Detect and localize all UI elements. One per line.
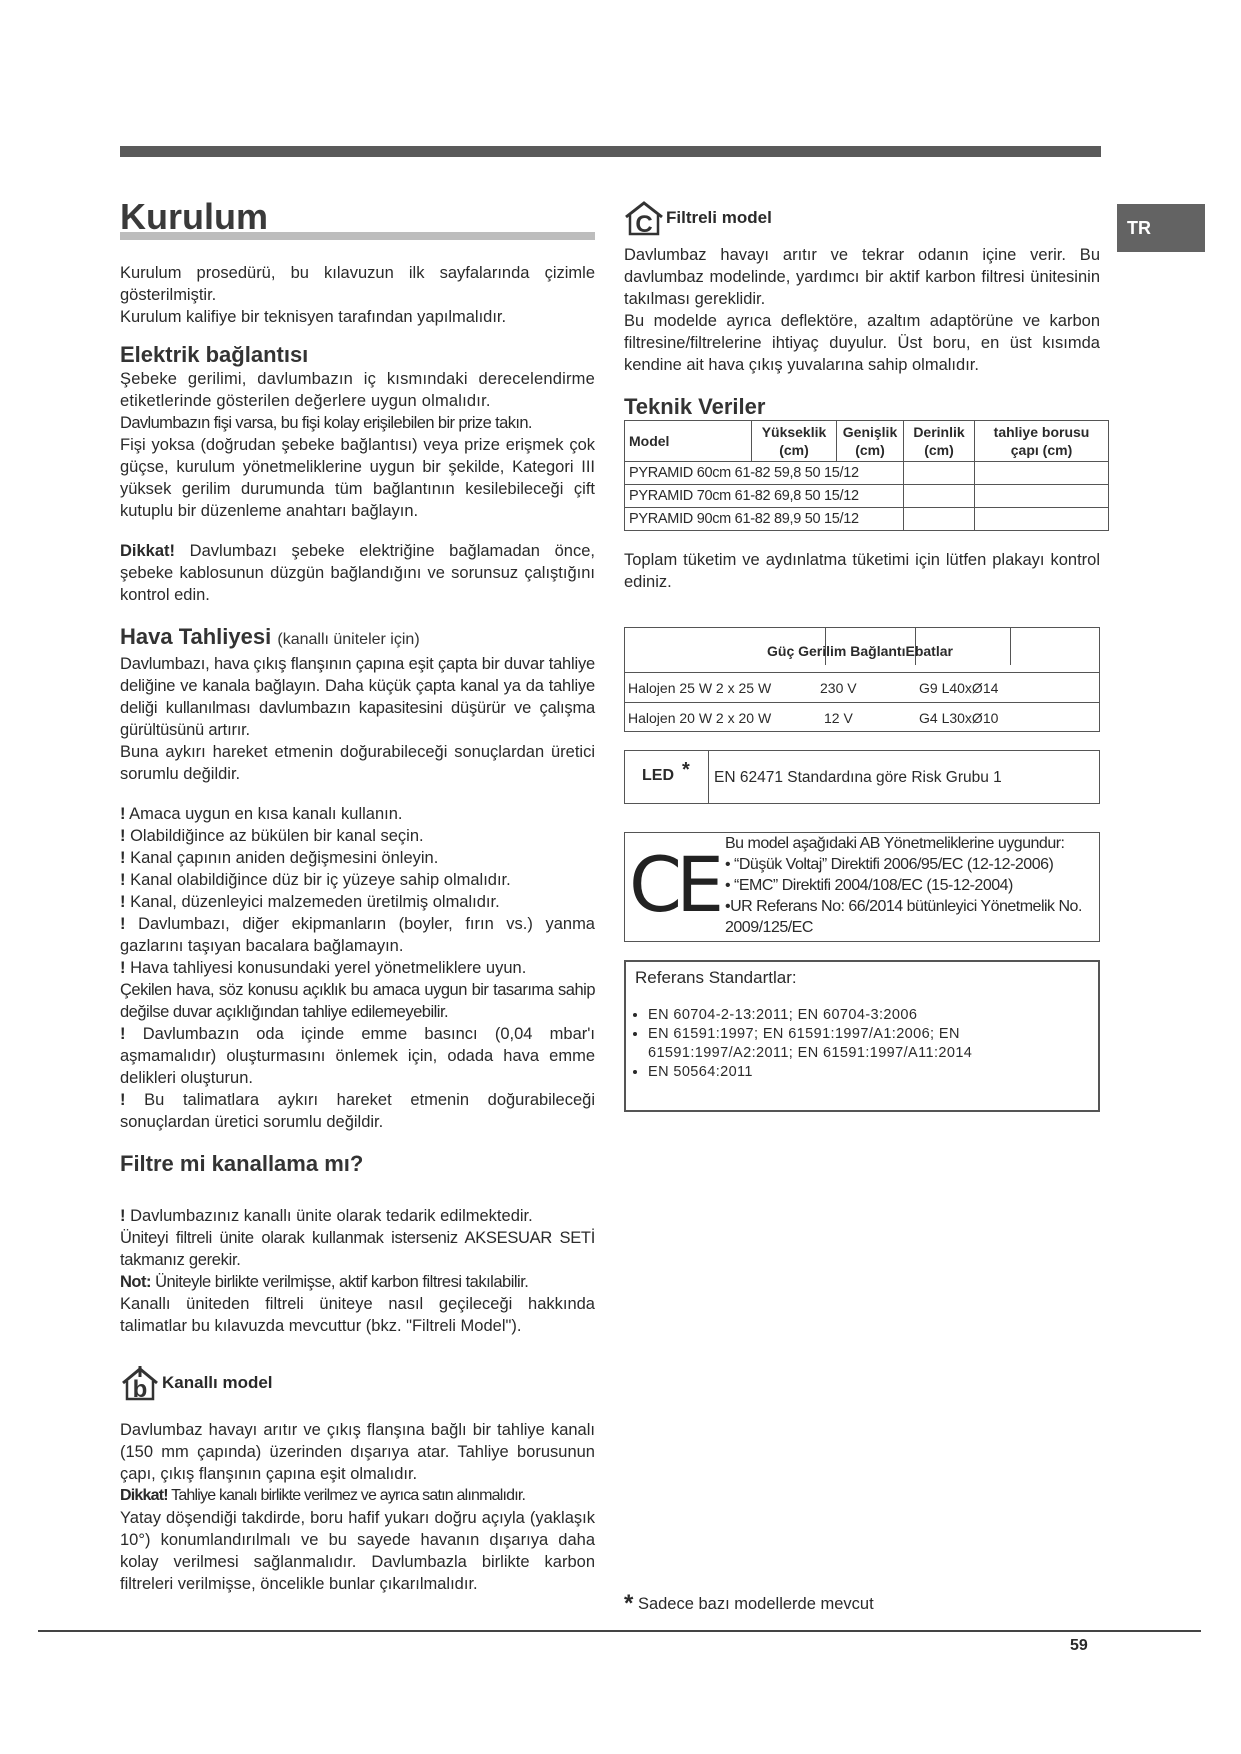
list-item: • EN 50564:2011 [648,1063,1096,1082]
exclamation-icon: ! [120,915,126,933]
air-warning-9 [120,1089,595,1133]
air-warning-5 [120,891,595,913]
air-paragraph-2: Buna aykırı hareket etmenin doğurabileceği sonuçlardan üretici sorumlu değildir. [120,743,595,783]
power-cell: 12 V [824,710,853,726]
led-star: * [682,759,690,781]
filter-text: Davlumbazınız kanallı ünite olarak tedarik edilmektedir. [125,1207,533,1225]
air-warning-3 [120,847,595,869]
air-warning-text: Davlumbazı, diğer ekipmanların (boyler, fırın vs.) yanma gazlarını taşıyan bacalara bağlamayın. [120,915,595,955]
filter-note [120,1271,595,1293]
language-tab: TR [1117,204,1205,252]
tech-col-pipe: tahliye borusu çapı (cm) [975,421,1109,462]
filtered-model-heading [624,200,1100,236]
ducted-paragraph-1: Davlumbaz havayı arıtır ve çıkış flanşına bağlı bir tahliye kanalı (150 mm çapında) üzerinden dışarıya atar. Tahliye borusunun çapı, çıkış flanşının çapına eşit olmalıdır. [120,1421,595,1483]
warning-paragraph [120,540,595,606]
ducted-warning-text: Tahliye kanalı birlikte verilmez ve ayrıca satın alınmalıdır. [167,1487,526,1504]
electric-paragraph-2: Davlumbazın fişi varsa, bu fişi kolay erişilebilen bir prize takın. [120,414,532,432]
air-warning-text: Kanal, düzenleyici malzemeden üretilmiş olmalıdır. [125,893,500,911]
table-row [625,485,1109,508]
tech-table-header [625,421,1109,462]
list-item: • EN 60704-2-13:2011; EN 60704-3:2006 [648,1006,1096,1025]
filter-paragraph-1 [120,1205,595,1227]
ducted-warning-label: Dikkat! [120,1487,168,1504]
filtered-house-icon [624,200,664,236]
power-cell: G4 L30xØ10 [919,710,999,726]
exclamation-icon: ! [120,849,126,867]
led-divider [708,751,709,803]
intro-text-2: Kurulum kalifiye bir teknisyen tarafından yapılmalıdır. [120,308,507,326]
tech-heading: Teknik Veriler [624,394,766,419]
tech-empty-cell [904,508,975,531]
left-column [120,196,595,1595]
power-header: Güç Gerilim BağlantıEbatlar [767,643,953,659]
electric-heading: Elektrik bağlantısı [120,342,309,367]
table-row [625,462,1109,485]
exclamation-icon: ! [120,893,126,911]
filtered-icon-letter: C [635,211,653,236]
list-item: • EN 61591:1997; EN 61591:1997/A1:2006; EN 61591:1997/A2:2011; EN 61591:1997/A11:2014 [648,1025,1096,1063]
note-text: Üniteyle birlikte verilmişse, aktif karbon filtresi takılabilir. [150,1273,529,1291]
air-warning-6 [120,913,595,957]
note-label: Not: [120,1273,151,1291]
power-cell: Halojen 25 W 2 x 25 W [628,680,772,696]
air-warning-text: Kanal olabildiğince düz bir iç yüzeye sahip olmalıdır. [125,871,511,889]
footnote-star: * [624,1590,634,1617]
air-warning-text: Amaca uygun en kısa kanalı kullanın. [125,805,403,823]
power-cell: Halojen 20 W 2 x 20 W [628,710,772,726]
exclamation-icon: ! [120,959,126,977]
power-table [624,627,1100,732]
air-heading [120,624,595,653]
tech-empty-cell [975,462,1109,485]
ce-line: • “EMC” Direktifi 2004/108/EC (15-12-2004) [725,877,1013,894]
ducted-house-icon [120,1365,160,1401]
electric-paragraph-3: Fişi yoksa (doğrudan şebeke bağlantısı) veya prize erişmek çok güçse, kurulum yönetmeliklerine uygun bir şekilde, Kategori III yüksek gerilim durumunda tüm bağlantının kesilebileceği çift kutuplu bir düzenleme anahtarı bağlayın. [120,436,595,520]
air-warning-7 [120,957,595,979]
intro-text: Kurulum prosedürü, bu kılavuzun ilk sayfalarında çizimle gösterilmiştir. [120,264,595,304]
exclamation-icon: ! [120,871,126,889]
ce-line: Bu model aşağıdaki AB Yönetmeliklerine uygundur: [725,835,1065,852]
consumption-note: Toplam tüketim ve aydınlatma tüketimi için lütfen plakayı kontrol ediniz. [624,551,1100,591]
filtered-model-title: Filtreli model [666,208,772,227]
tech-row-cell: PYRAMID 90cm 61-82 89,9 50 15/12 [625,508,904,531]
power-rule [625,672,1099,673]
tech-col-model: Model [625,421,752,462]
power-rule [625,702,1099,703]
tech-table [624,420,1109,531]
footnote-text: Sadece bazı modellerde mevcut [637,1595,874,1613]
led-text: EN 62471 Standardına göre Risk Grubu 1 [714,769,1002,786]
ducted-paragraph-2: Yatay döşendiği takdirde, boru hafif yukarı doğru açıyla (yaklaşık 10°) konumlandırılmalı ve bu sayede havanın dışarıya daha kolay verilmesi sağlanmalıdır. Davlumbazla birlikte karbon filtreleri verilmişse, öncelikle bunlar çıkarılmalıdır. [120,1509,595,1593]
ce-mark-logo: CE [629,840,719,929]
electric-paragraph-1: Şebeke gerilimi, davlumbazın iç kısmındaki derecelendirme etiketlerinde gösterilen değerlere uygun olmalıdır. [120,370,595,410]
air-warning-4 [120,869,595,891]
air-warning-text: Bu talimatlara aykırı hareket etmenin doğurabileceği sonuçlardan üretici sorumlu değildir. [120,1091,595,1131]
warning-text: Davlumbazı şebeke elektriğine bağlamadan önce, şebeke kablosunun düzgün bağlandığını ve sorunsuz çalıştığını kontrol edin. [120,542,595,604]
reference-box [624,960,1100,1112]
bottom-rule [38,1630,1201,1632]
air-warning-text: Olabildiğince az bükülen bir kanal seçin. [125,827,424,845]
right-column [624,200,1100,1112]
air-heading-text: Hava Tahliyesi [120,624,272,649]
ducted-warning [120,1485,595,1507]
ce-line: • “Düşük Voltaj” Direktifi 2006/95/EC (12-12-2006) [725,856,1054,873]
tech-empty-cell [904,485,975,508]
ducted-model-title: Kanallı model [162,1373,273,1392]
filter-paragraph-3: Kanallı üniteden filtreli üniteye nasıl geçileceği hakkında talimatlar bu kılavuzda mevcuttur (bkz. "Filtreli Model"). [120,1295,595,1335]
exclamation-icon: ! [120,1091,126,1109]
power-cell: G9 L40xØ14 [919,680,999,696]
page-title: Kurulum [120,196,268,237]
air-warning-text: Kanal çapının aniden değişmesini önleyin. [125,849,439,867]
footnote [624,1590,874,1618]
exclamation-icon: ! [120,1025,126,1043]
tech-empty-cell [904,462,975,485]
reference-list [626,1006,1096,1082]
filter-heading: Filtre mi kanallama mı? [120,1151,364,1176]
filtered-paragraph-1: Davlumbaz havayı arıtır ve tekrar odanın içine verir. Bu davlumbaz modelinde, yardımcı bir aktif karbon filtresi ünitesinin takılması gereklidir. [624,246,1100,308]
ce-box [624,832,1100,942]
air-warning-7b: Çekilen hava, söz konusu açıklık bu amaca uygun bir tasarıma sahip değilse duvar açıklığından tahliye edilemeyebilir. [120,981,595,1021]
led-box [624,750,1100,804]
power-cell: 230 V [820,680,857,696]
tech-col-height: Yükseklik (cm) [752,421,837,462]
air-heading-sub: (kanallı üniteler için) [277,631,420,648]
ducted-icon-letter: b [132,1376,148,1401]
ce-text [725,833,1097,938]
air-warning-text: Davlumbazın oda içinde emme basıncı (0,04 mbar'ı aşmamalıdır) oluşturmasını önlemek için, odada hava emme delikleri oluşturun. [120,1025,595,1087]
air-paragraph-1: Davlumbazı, hava çıkış flanşının çapına eşit çapta bir duvar tahliye deliğine ve kanala bağlayın. Daha küçük çapta kanal ya da tahliye deliği kullanılması davlumbazın kapasitesini düşürür ve çalışma gürültüsünü artırır. [120,655,595,739]
exclamation-icon: ! [120,805,126,823]
warning-label: Dikkat! [120,542,176,560]
ducted-model-heading [120,1365,595,1401]
tech-empty-cell [975,508,1109,531]
exclamation-icon: ! [120,827,126,845]
tech-col-depth: Derinlik (cm) [904,421,975,462]
tech-col-width: Genişlik (cm) [837,421,904,462]
tech-row-cell: PYRAMID 60cm 61-82 59,8 50 15/12 [625,462,904,485]
filtered-paragraph-2: Bu modelde ayrıca deflektöre, azaltım adaptörüne ve karbon filtresine/filtrelerine ihtiyaç duyulur. Üst boru, en üst kısımda kendine ait hava çıkış yuvalarına sahip olmalıdır. [624,312,1100,374]
exclamation-icon: ! [120,1207,126,1225]
air-warning-text: Hava tahliyesi konusundaki yerel yönetmeliklere uyun. [125,959,527,977]
air-warning-8 [120,1023,595,1089]
tech-row-cell: PYRAMID 70cm 61-82 69,8 50 15/12 [625,485,904,508]
table-row [625,508,1109,531]
air-warning-2 [120,825,595,847]
power-divider [1010,628,1011,665]
top-rule [120,146,1101,157]
led-label: LED [642,767,674,784]
reference-title: Referans Standartlar: [635,968,797,987]
page-number: 59 [1070,1637,1088,1654]
filter-paragraph-2: Üniteyi filtreli ünite olarak kullanmak isterseniz AKSESUAR SETİ takmanız gerekir. [120,1229,595,1269]
tech-empty-cell [975,485,1109,508]
ce-line: •UR Referans No: 66/2014 bütünleyici Yönetmelik No. 2009/125/EC [725,898,1082,936]
air-warning-1 [120,803,595,825]
